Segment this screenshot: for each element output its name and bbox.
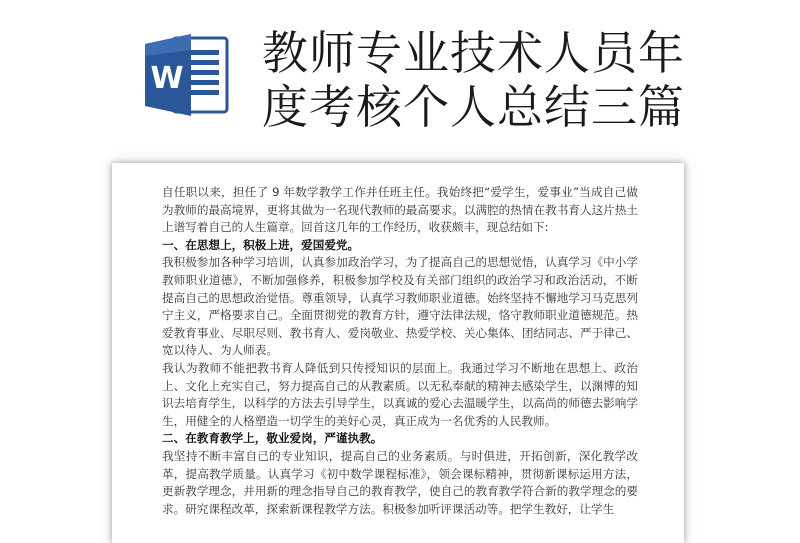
paragraph-section-2a: 我坚持不断丰富自己的专业知识，提高自己的业务素质。与时俱进，开拓创新，深化教学改革，提高教学质量。认真学习《初中数学课程标准》，领会课标精神，贯彻新课标运用方法，更新教学理念，并用新的理念指导自己的教育教学，使自己的教育教学符合新的教学理念的要求。研究课程改革，探索新课程教学方法。积极参加听评课活动等。把学生教好，让学生 [162, 448, 638, 516]
section-heading-1: 一、在思想上，积极上进，爱国爱党。 [162, 237, 360, 252]
paragraph-section-1a: 我积极参加各种学习培训，认真参加政治学习，为了提高自己的思想觉悟，认真学习《中小学教师职业道德》，不断加强修养，积极参加学校及有关部门组织的政治学习和政治活动，不断提高自己的思想政治觉悟。尊重领导，认真学习教师职业道德。始终坚持不懈地学习马克思列宁主义，严格要求自己。全面贯彻党的教育方针，遵守法律法规，恪守教师职业道德规范。热爱教育事业、尽职尽则、教书育人、爱岗敬业、热爱学校、关心集体、团结同志、严于律己、宽以待人、为人师表。 [162, 255, 638, 358]
page-title: 教师专业技术人员年 度考核个人总结三篇 [262, 26, 685, 134]
paragraph-intro: 自任职以来，担任了 9 年数学教学工作并任班主任。我始终把“爱学生，爱事业”当成自己做为教师的最高境界，更将其做为一名现代教师的最高要求。以满腔的热情在教书育人这片热土上谱写着自己的人生篇章。回首这几年的工作经历，收获颇丰，现总结如下: [162, 185, 638, 235]
section-heading-2: 二、在教育教学上，敬业爱岗，严谨执教。 [162, 431, 383, 446]
header-banner [0, 0, 800, 150]
word-document-icon [143, 30, 231, 120]
document-body [162, 184, 638, 518]
paragraph-section-1b: 我认为教师不能把教书育人降低到只传授知识的层面上。我通过学习不断地在思想上、政治上、文化上充实自己，努力提高自己的从教素质。以无私奉献的精神去感染学生，以渊博的知识去培育学生，以科学的方法去引导学生，以真诚的爱心去温暖学生，以高尚的师德去影响学生，用健全的人格塑造一切学生的美好心灵，真正成为一名优秀的人民教师。 [162, 360, 638, 428]
word-icon-letter: W [150, 61, 184, 96]
